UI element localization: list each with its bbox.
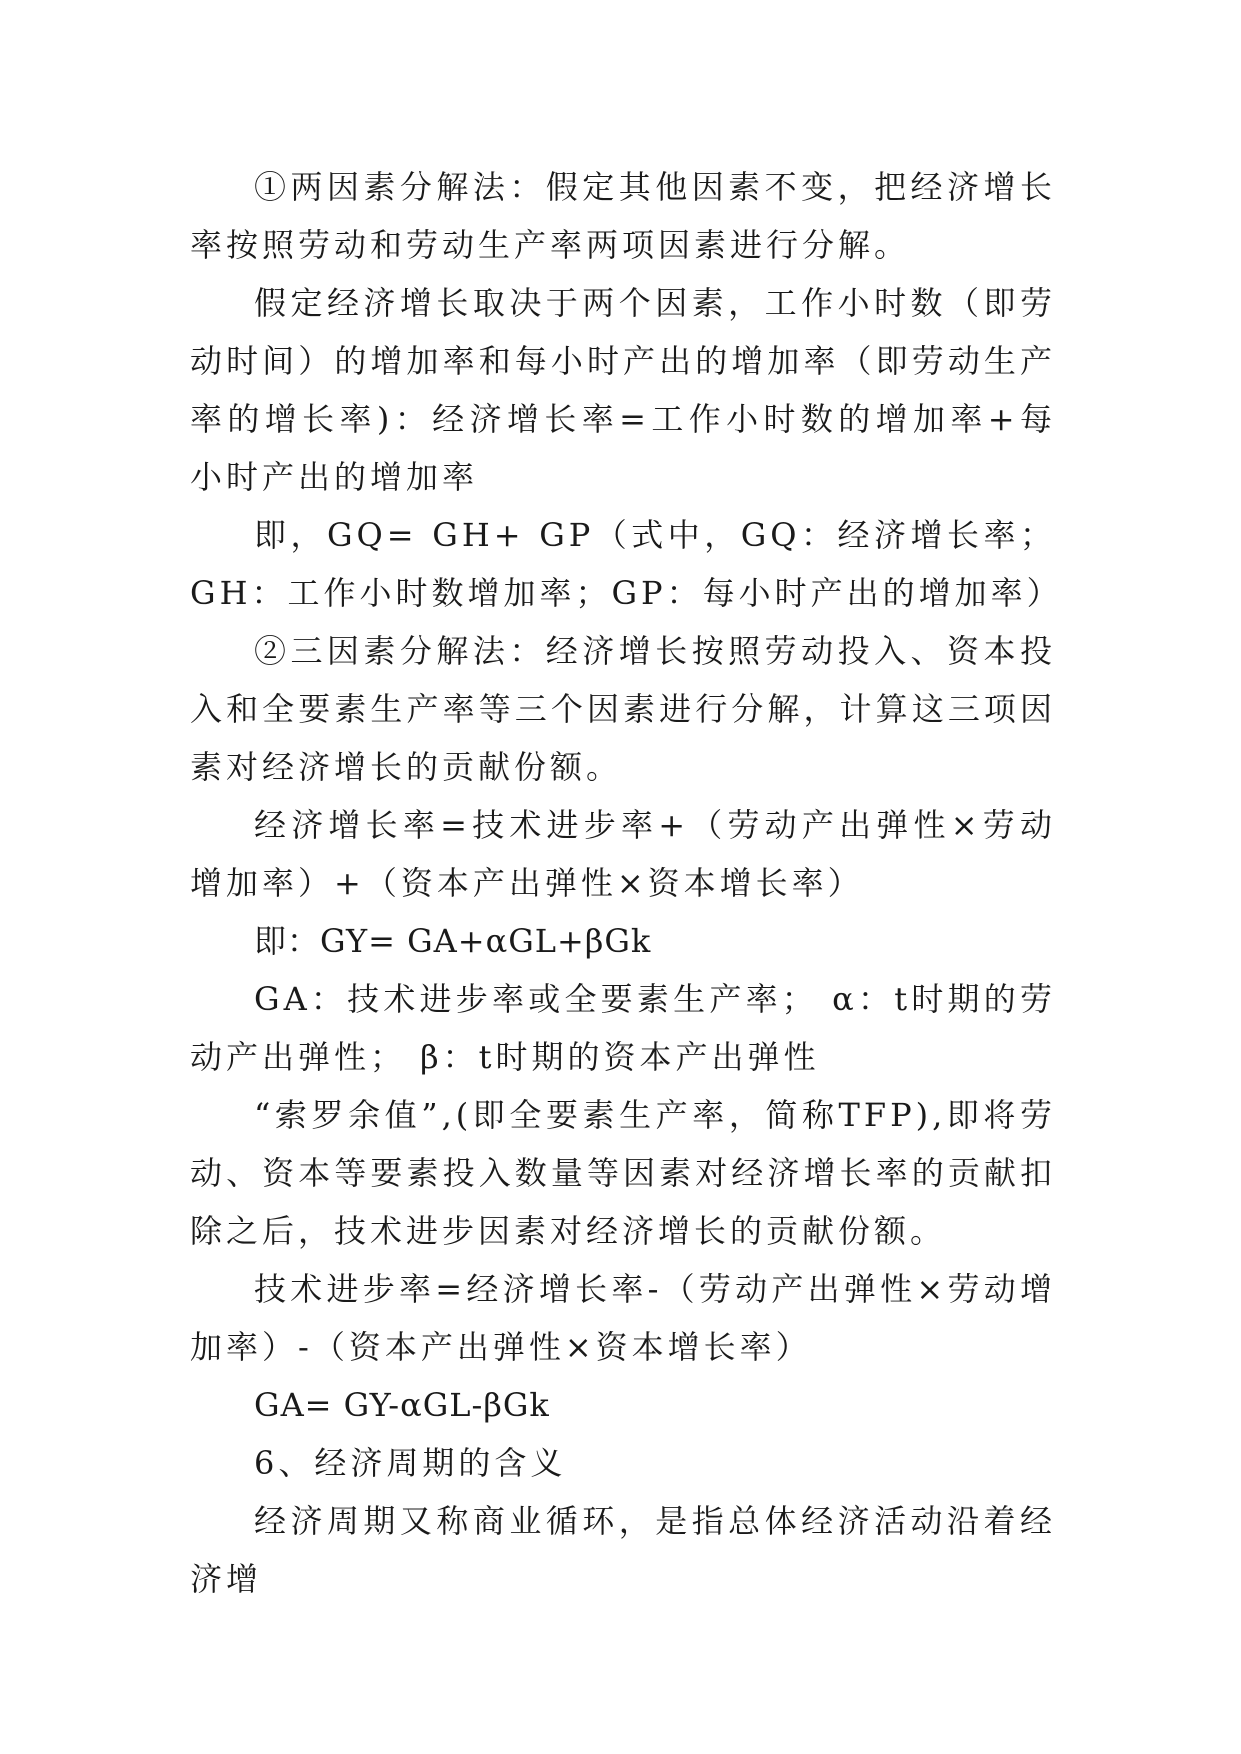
paragraph-growth-rate-equation: 经济增长率=技术进步率+（劳动产出弹性×劳动增加率）+（资本产出弹性×资本增长率） [190, 806, 1056, 902]
paragraph-gy-formula: 即：GY= GA+αGL+βGk [254, 922, 652, 960]
body-text [190, 158, 1063, 1608]
paragraph-two-factor-assumption: 假定经济增长取决于两个因素，工作小时数（即劳动时间）的增加率和每小时产出的增加率（即劳动生产率的增长率)：经济增长率=工作小时数的增加率+每小时产出的增加率 [190, 284, 1056, 496]
paragraph-two-factor-method: ①两因素分解法：假定其他因素不变，把经济增长率按照劳动和劳动生产率两项因素进行分解。 [190, 168, 1056, 264]
paragraph-ga-formula: GA= GY-αGL-βGk [254, 1386, 550, 1424]
paragraph-symbol-definitions: GA：技术进步率或全要素生产率； α：t时期的劳动产出弹性； β：t时期的资本产出弹性 [190, 980, 1056, 1076]
paragraph-solow-residual: “索罗余值”,(即全要素生产率，简称TFP),即将劳动、资本等要素投入数量等因素对经济增长率的贡献扣除之后，技术进步因素对经济增长的贡献份额。 [190, 1096, 1056, 1250]
paragraph-three-factor-method: ②三因素分解法：经济增长按照劳动投入、资本投入和全要素生产率等三个因素进行分解，计算这三项因素对经济增长的贡献份额。 [190, 632, 1056, 786]
paragraph-two-factor-formula: 即，GQ= GH+ GP（式中，GQ：经济增长率；GH：工作小时数增加率；GP：每小时产出的增加率） [190, 516, 1063, 612]
paragraph-economic-cycle-definition: 经济周期又称商业循环，是指总体经济活动沿着经济增 [190, 1502, 1056, 1598]
paragraph-tech-progress-equation: 技术进步率=经济增长率-（劳动产出弹性×劳动增加率）-（资本产出弹性×资本增长率） [190, 1270, 1056, 1366]
section-heading-economic-cycle: 6、经济周期的含义 [254, 1444, 567, 1482]
